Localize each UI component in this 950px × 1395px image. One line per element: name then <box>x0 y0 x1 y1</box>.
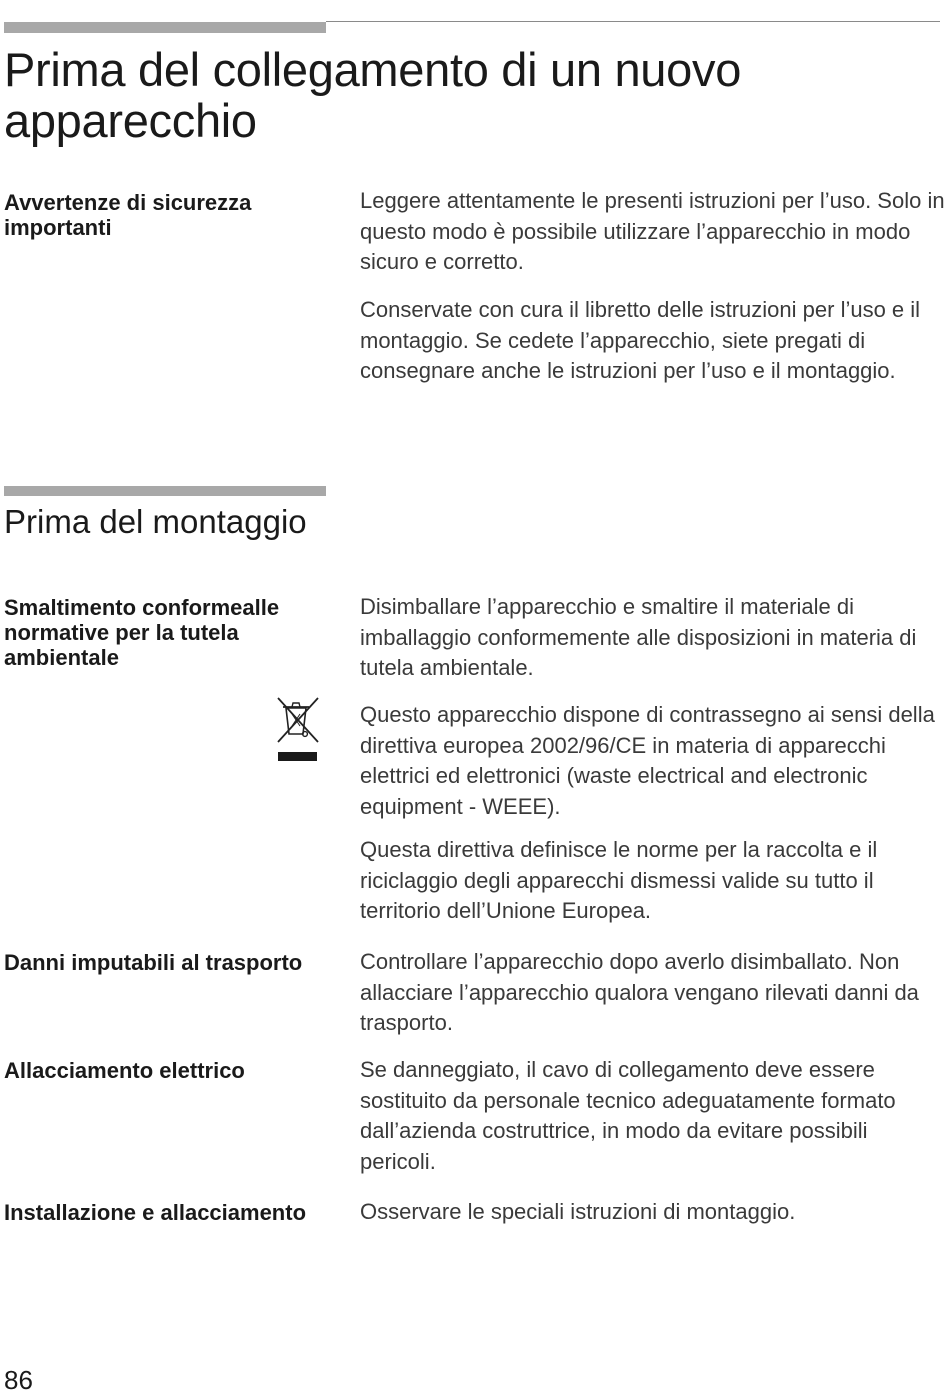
electrical-paragraph: Se danneggiato, il cavo di collegamento deve essere sostituito da personale tecnico adeguatamente formato dall’azienda costruttrice, in modo da evitare possibili pericoli. <box>360 1057 896 1174</box>
disposal-paragraph-2: Questo apparecchio dispone di contrassegno ai sensi della direttiva europea 2002/96/CE in materia di apparecchi elettrici ed elettronici (waste electrical and electronic equipment - WEEE). <box>360 702 935 819</box>
disposal-paragraph-3: Questa direttiva definisce le norme per la raccolta e il riciclaggio degli apparecchi dismessi valide su tutto il territorio dell’Unione Europea. <box>360 837 878 923</box>
weee-crossed-bin-icon <box>272 694 322 764</box>
section-title-montaggio: Prima del montaggio <box>4 503 307 540</box>
section-header-bar <box>4 22 326 33</box>
section-divider-bar <box>4 486 326 496</box>
installation-label: Installazione e allacciamento <box>4 1200 307 1225</box>
disposal-paragraph-1: Disimballare l’apparecchio e smaltire il materiale di imballaggio conformemente alle disposizioni in materia di tutela ambientale. <box>360 594 917 680</box>
disposal-label: Smaltimento conformealle normative per la tutela ambientale <box>4 595 280 670</box>
installation-paragraph: Osservare le speciali istruzioni di montaggio. <box>360 1199 796 1224</box>
safety-paragraph-2: Conservate con cura il libretto delle istruzioni per l’uso e il montaggio. Se cedete l’apparecchio, siete pregati di consegnare anche le istruzioni per l’uso e il montaggio. <box>360 297 921 383</box>
safety-label: Avvertenze di sicurezza importanti <box>4 190 252 240</box>
electrical-label: Allacciamento elettrico <box>4 1058 245 1083</box>
safety-paragraph-1: Leggere attentamente le presenti istruzioni per l’uso. Solo in questo modo è possibile utilizzare l’apparecchio in modo sicuro e corretto. <box>360 188 945 274</box>
page-title: Prima del collegamento di un nuovo apparecchio <box>4 43 742 147</box>
header-rule <box>326 21 940 22</box>
page-number: 86 <box>4 1365 33 1395</box>
transport-paragraph: Controllare l’apparecchio dopo averlo disimballato. Non allacciare l’apparecchio qualora vengano rilevati danni da trasporto. <box>360 949 919 1035</box>
transport-label: Danni imputabili al trasporto <box>4 950 303 975</box>
